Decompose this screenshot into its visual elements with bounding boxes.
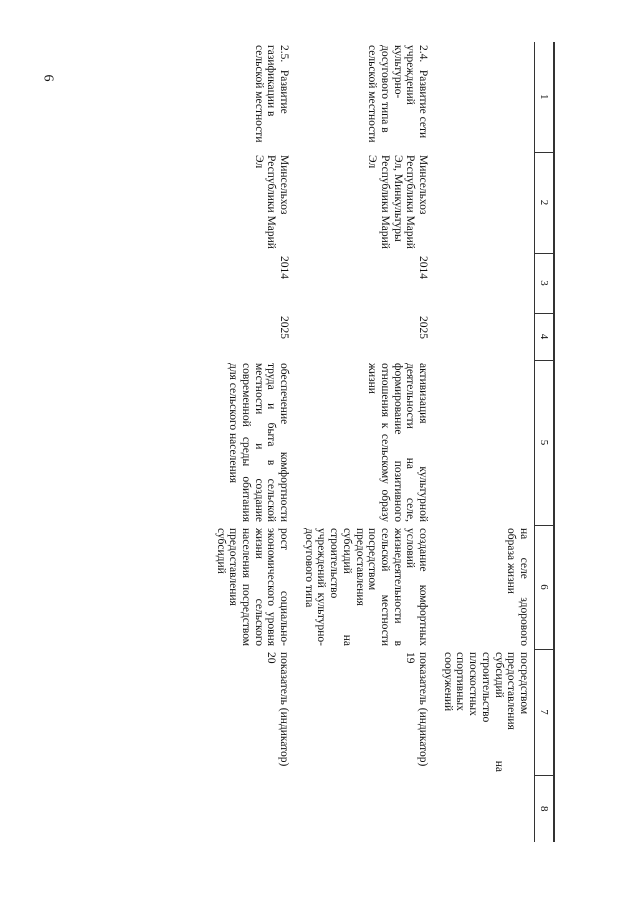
header-row xyxy=(535,42,555,842)
header-col-3: 3 xyxy=(535,253,555,313)
header-col-7: 7 xyxy=(535,649,555,775)
rotated-table-container xyxy=(125,42,555,842)
cell-measures: создание комфортных условий жизнедеятельности в сельской местности посредством предоставления субсидий на строительство учреждений культурно-досугового типа xyxy=(302,528,430,646)
cell-name xyxy=(302,42,441,152)
cell-result: активизация культурной деятельности на селе, формирование позитивного отношения к сельскому образу жизни xyxy=(366,363,430,522)
header-col-2: 2 xyxy=(535,152,555,253)
header-col-5: 5 xyxy=(535,360,555,525)
cell-executor: Минсельхоз Республики Марий Эл xyxy=(252,155,291,249)
table-row-continuation xyxy=(441,42,534,842)
cell-start-year: 2014 xyxy=(417,256,430,279)
cell-executor: Минсельхоз Республики Марий Эл, Минкультуры Республики Марий Эл xyxy=(366,155,430,249)
header-col-8: 8 xyxy=(535,775,555,842)
row-number: 2.4. xyxy=(417,45,430,63)
cell-start-year: 2014 xyxy=(278,256,291,279)
cell-end-year: 2025 xyxy=(417,316,430,339)
header-col-4: 4 xyxy=(535,313,555,360)
cell-measures: рост социально-экономического уровня жизни сельского населения посредством предоставления субсидий xyxy=(214,528,291,646)
cell-indicator xyxy=(441,775,534,842)
cell-indicator: показатель (индикатор) 20 xyxy=(265,652,291,767)
program-table xyxy=(214,42,555,842)
page-number: 6 xyxy=(40,74,56,82)
table-row xyxy=(214,42,302,842)
header-col-6: 6 xyxy=(535,525,555,649)
cell-end-year: 2025 xyxy=(278,316,291,339)
cell-indicator: показатель (индикатор) 19 xyxy=(404,652,430,767)
row-name: Развитие газификации в сельской местности xyxy=(252,45,291,143)
table-row xyxy=(302,42,441,842)
cell-measures: посредством предоставления субсидий на строительство плоскостных спортивных сооружений xyxy=(441,652,530,772)
cell-result: обеспечение комфортности труда и быта в сельской местности и создание современной среды обитания для сельского населения xyxy=(227,363,291,522)
cell-name xyxy=(214,42,302,152)
header-col-1: 1 xyxy=(535,42,555,152)
row-name: Развитие сети учреждений культурно-досугового типа в сельской местности xyxy=(366,45,430,143)
row-number: 2.5. xyxy=(278,45,291,63)
cell-result: на селе здорового образа жизни xyxy=(505,528,530,646)
